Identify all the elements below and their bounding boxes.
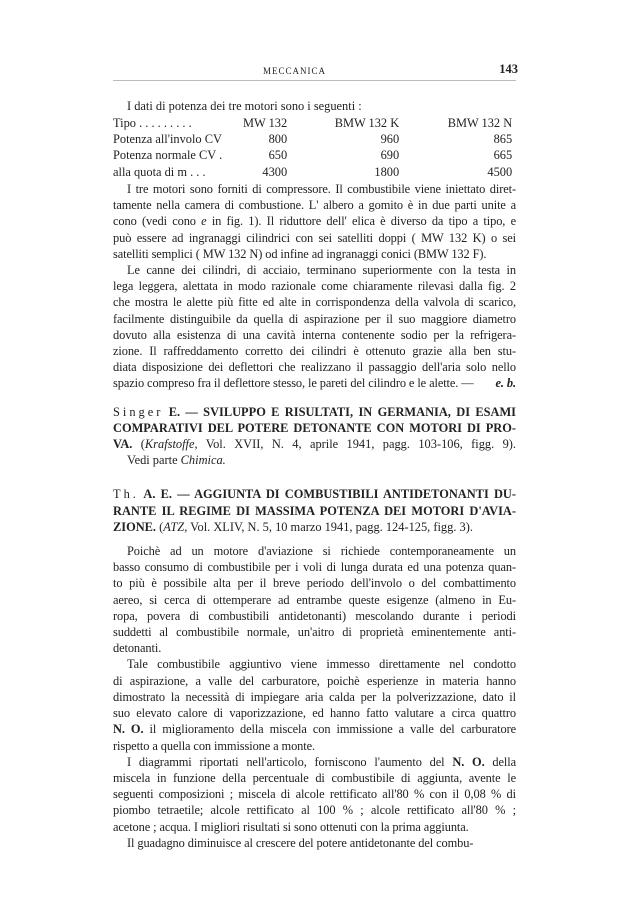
text-line (113, 452, 516, 468)
intro-line (113, 98, 516, 114)
table-cell: MW 132 (243, 116, 288, 130)
text-line: diata disposizione dei deflettori che realizzano il passaggio dell'aria solo nello (113, 360, 516, 375)
table-row (113, 147, 512, 163)
text-span: in fig. 1). Il riduttore dell' elica è diverso da tipo a tipo, e (206, 214, 516, 229)
text-span: ZIONE. (113, 519, 160, 534)
text-line: satelliti semplici ( MW 132 N) od infine ad ingranaggi conici (BMW 132 F). (113, 246, 487, 261)
text-line: tamente nella camera di combustione. L' albero a gomito è in due parti unite a (113, 198, 516, 213)
text-line: facilmente distinguibile da quella di aspirazione per il suo maggiore diametro (113, 311, 516, 326)
text-span: , Vol. XVII, N. 4, aprile 1941, pagg. 103-106, figg. 9). (194, 437, 516, 452)
text-line: RANTE IL REGIME DI MASSIMA POTENZA DEI MOTORI D'AVIA- (113, 503, 516, 518)
text-span: N. O. (113, 722, 144, 737)
table-cell: 690 (380, 148, 400, 163)
text-span: Vedi parte (127, 453, 181, 468)
text-line (113, 375, 516, 391)
text-span: Krafstoffe (144, 437, 195, 452)
text-line (113, 721, 516, 737)
text-line: detonanti. (113, 641, 162, 656)
text-line (113, 436, 516, 452)
row-label: alla quota di m . . . (113, 164, 206, 179)
text-line: può essere ad ingranaggi cilindrici con sei satelliti doppi ( MW 132 K) o sei (113, 230, 516, 245)
text-line (113, 404, 516, 420)
text-span: spazio compreso fra il deflettore stesso, le pareti del cilindro e le alette. — (113, 376, 474, 391)
heading-singer (113, 404, 516, 469)
row-label: Tipo . . . . . . . . . (113, 116, 192, 130)
text-span: , Vol. XLIV, N. 5, 10 marzo 1941, pagg. 124-125, figg. 3). (184, 519, 473, 534)
text-line: suddetti al combustibile normale, un'aitro di proprietà eminentemente anti- (113, 625, 516, 640)
text-line (113, 486, 516, 502)
table-cell: 960 (380, 132, 400, 147)
text-line: dimostrato la necessità di impiegare aria calda per la polverizzazione, dato il (113, 689, 516, 704)
text-line: aereo, si cerca di ottemperare ad entrambe queste esigenze (almeno in Eu- (113, 592, 516, 607)
intro-text: I dati di potenza dei tre motori sono i seguenti : (127, 99, 362, 113)
text-line: COMPARATIVI DEL POTERE DETONANTE CON MOTORI DI PRO- (113, 420, 516, 435)
text-span: il miglioramento della miscela con immissione a valle del carburatore (143, 722, 516, 737)
text-line: miscela in funzione della percentuale di combustibile di aggiunta, avente le (113, 770, 516, 785)
text-line: zione. Il raffreddamento corretto dei cilindri è ottenuto grazie alla ben stu- (113, 344, 516, 359)
text-span: N. O. (452, 754, 485, 769)
text-line: rispetto a quella con immissione a monte. (113, 738, 316, 753)
text-span: I diagrammi riportati nell'articolo, forniscono l'aumento del (127, 754, 453, 769)
text-line: to più è possibile alta per il breve periodo dell'involo o del combattimento (113, 576, 516, 591)
text-line: I tre motori sono forniti di compressore. Il combustibile viene iniettato diret- (127, 182, 516, 196)
text-span: della (484, 754, 516, 769)
text-line: che mostra le alette più fitte ed alte in corrispondenza della valvola di scarico, (113, 295, 516, 310)
text-span: ( (159, 519, 164, 534)
engine-power-table (113, 115, 512, 180)
table-cell: BMW 132 K (334, 116, 400, 130)
para-guadagno (113, 835, 516, 851)
text-line (113, 754, 516, 770)
text-line: lega leggera, alettata in modo razionale come chiaramente rilevasi dalla fig. 2 (113, 279, 516, 294)
text-line: Il guadagno diminuisce al crescere del potere antidetonante del combu- (127, 835, 474, 850)
para-motori (113, 181, 516, 262)
table-cell: 1800 (374, 164, 400, 179)
text-line: ropa, povera di combustibili antidetonanti) mescolando durante i periodi (113, 608, 516, 623)
para-diagrammi (113, 754, 516, 835)
text-span: A. E. — AGGIUNTA DI COMBUSTIBILI ANTIDETONANTI DU- (138, 487, 516, 502)
text-span: E. — SVILUPPO E RISULTATI, IN GERMANIA, DI ESAMI (163, 404, 516, 419)
table-cell: 650 (268, 148, 288, 163)
table-cell: 665 (493, 148, 513, 163)
running-header (113, 62, 516, 81)
table-header-row (113, 115, 512, 131)
page-number: 143 (499, 62, 518, 76)
text-span: VA. (113, 437, 141, 452)
table-cell: 4300 (262, 164, 288, 179)
text-span: Chimica. (180, 453, 226, 468)
table-row (113, 131, 512, 147)
text-line: acetone ; acqua. I migliori risultati si sono ottenuti con la prima aggiunta. (113, 819, 469, 834)
table-cell: 865 (493, 132, 513, 147)
para-aggiuntivo (113, 656, 516, 753)
text-span: ATZ (163, 519, 185, 534)
author-initials: e. b. (495, 376, 516, 391)
table-cell: BMW 132 N (447, 116, 513, 130)
text-line: Poichè ad un motore d'aviazione si richiede contemporaneamente un (127, 544, 516, 559)
para-cilindri (113, 262, 516, 392)
table-cell: 800 (268, 132, 288, 147)
section-title: MECCANICA (262, 66, 326, 76)
text-line: basso consumo di combustibile per i voli di lunga durata ed una potenza quan- (113, 560, 516, 575)
row-label: Potenza all'involo CV (113, 132, 222, 147)
text-line: Tale combustibile aggiuntivo viene immesso direttamente nel condotto (127, 657, 516, 672)
row-label: Potenza normale CV . (113, 148, 223, 163)
text-line: seguenti composizioni ; miscela di alcole rettificato all'80 % con il 0,08 % di (113, 787, 516, 802)
text-line: dovuto alla esistenza di una cavità interna contenente sodio per la refrigera- (113, 327, 516, 342)
table-cell: 4500 (487, 164, 513, 179)
text-span: ( (140, 437, 145, 452)
heading-thae (113, 486, 516, 535)
text-span: Th. (113, 487, 139, 502)
table-row (113, 164, 512, 180)
text-line: suo elevato calore di vaporizzazione, ed hanno fatto valutare a circa quattro (113, 706, 516, 721)
text-span: e (201, 214, 207, 229)
text-line: di aspirazione, a valle del carburatore, poichè esperienze in materia hanno (113, 673, 516, 688)
text-span: Singer (113, 404, 164, 419)
text-line (113, 213, 516, 229)
text-line (113, 519, 516, 535)
text-line: Le canne dei cilindri, di acciaio, terminano superiormente con la testa in (127, 263, 516, 278)
text-span: cono (vedi cono (113, 214, 202, 229)
para-aviazione (113, 543, 516, 656)
article-body (113, 181, 516, 851)
text-line: piombo tetraetile; alcole rettificato al 100 % ; alcole rettificato all'80 % ; (113, 803, 516, 818)
